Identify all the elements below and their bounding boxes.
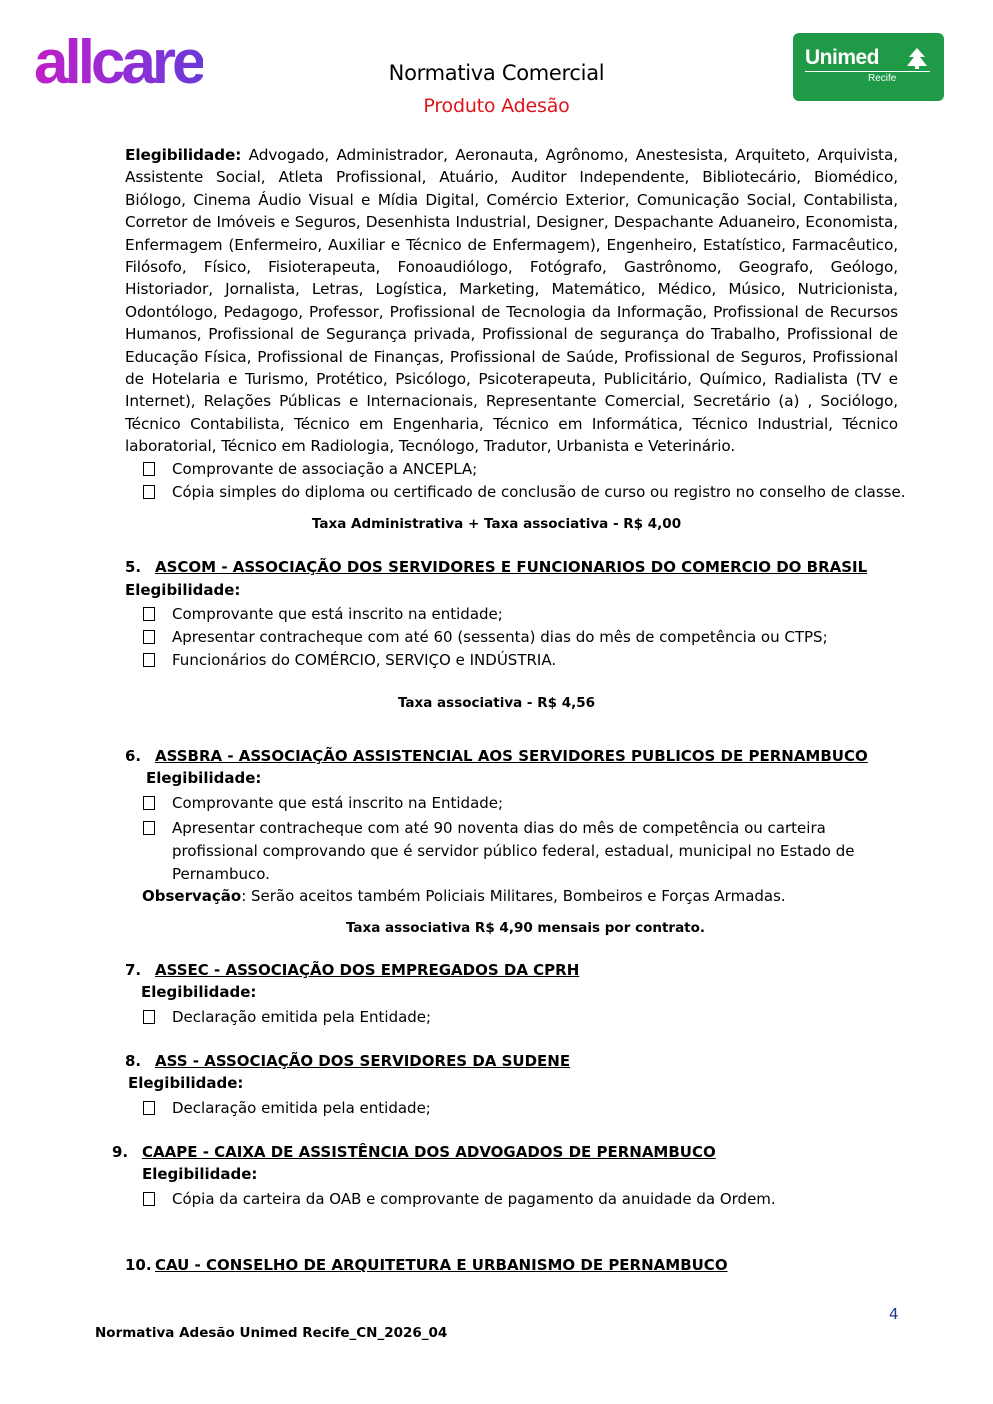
unimed-logo-city: Recife bbox=[868, 73, 897, 84]
missing-glyph-icon bbox=[143, 607, 155, 621]
eligibility-paragraph bbox=[125, 144, 898, 458]
eligibility-label: Elegibilidade: bbox=[128, 1074, 244, 1092]
eligibility-label: Elegibilidade: bbox=[125, 581, 241, 599]
fee-note: Taxa associativa - R$ 4,56 bbox=[397, 695, 596, 711]
missing-glyph-icon bbox=[143, 462, 155, 476]
unimed-logo-divider bbox=[805, 71, 930, 72]
eligibility-professions: Advogado, Administrador, Aeronauta, Agrônomo, Anestesista, Arquiteto, Arquivista, Assistente Social, Atleta Profissional, Atuário, Auditor Independente, Bibliotecário, Biomédico, Biólogo, Cinema Áudio Visual e Mídia Digital, Comércio Exterior, Comunicação Social, Contabilista, Corretor de Imóveis e Seguros, Desenhista Industrial, Designer, Despachante Aduaneiro, Economista, Enfermagem (Enfermeiro, Auxiliar e Técnico de Enfermagem), Engenheiro, Estatístico, Farmacêutico, Filósofo, Físico, Fisioterapeuta, Fonoaudiólogo, Fotógrafo, Gastrônomo, Geografo, Geólogo, Historiador, Jornalista, Letras, Logística, Marketing, Matemático, Médico, Músico, Nutricionista, Odontólogo, Pedagogo, Professor, Profissional de Tecnologia da Informação, Profissional de Recursos Humanos, Profissional de Segurança privada, Profissional de segurança do Trabalho, Profissional de Educação Física, Profissional de Finanças, Profissional de Saúde, Profissional de Seguros, Profissional de Hotelaria e Turismo, Protético, Psicólogo, Psicoterapeuta, Publicitário, Químico, Radialista (TV e Internet), Relações Públicas e Internacionais, Representante Comercial, Secretário (a) , Sociólogo, Técnico Contabilista, Técnico em Engenharia, Técnico em Informática, Técnico Industrial, Técnico laboratorial, Técnico em Radiologia, Tecnólogo, Tradutor, Urbanista e Veterinário. bbox=[125, 146, 898, 456]
missing-glyph-icon bbox=[143, 1101, 155, 1115]
unimed-logo bbox=[793, 33, 944, 101]
page-number: 4 bbox=[889, 1305, 899, 1323]
missing-glyph-icon bbox=[143, 653, 155, 667]
section-heading: 10. CAU - CONSELHO DE ARQUITETURA E URBANISMO DE PERNAMBUCO bbox=[125, 1256, 728, 1274]
section-heading: 7. ASSEC - ASSOCIAÇÃO DOS EMPREGADOS DA CPRH bbox=[125, 961, 580, 979]
missing-glyph-icon bbox=[143, 630, 155, 644]
missing-glyph-icon bbox=[143, 796, 155, 810]
missing-glyph-icon bbox=[143, 821, 155, 835]
fee-note: Taxa associativa R$ 4,90 mensais por contrato. bbox=[345, 920, 706, 936]
observation-note: Observação: Serão aceitos também Policiais Militares, Bombeiros e Forças Armadas. bbox=[142, 887, 786, 905]
eligibility-label: Elegibilidade: bbox=[146, 769, 262, 787]
section-heading: 5. ASCOM - ASSOCIAÇÃO DOS SERVIDORES E FUNCIONARIOS DO COMERCIO DO BRASIL bbox=[125, 558, 868, 576]
section-heading: 6. ASSBRA - ASSOCIAÇÃO ASSISTENCIAL AOS SERVIDORES PUBLICOS DE PERNAMBUCO bbox=[125, 747, 868, 765]
missing-glyph-icon bbox=[143, 1192, 155, 1206]
section-heading: 8. ASS - ASSOCIAÇÃO DOS SERVIDORES DA SUDENE bbox=[125, 1052, 571, 1070]
fee-note: Taxa Administrativa + Taxa associativa - R$ 4,00 bbox=[311, 516, 682, 532]
page-title: Normativa Comercial bbox=[388, 61, 605, 85]
allcare-logo: allcare bbox=[34, 28, 203, 97]
section-heading: 9. CAAPE - CAIXA DE ASSISTÊNCIA DOS ADVOGADOS DE PERNAMBUCO bbox=[112, 1143, 716, 1161]
eligibility-label: Elegibilidade: bbox=[125, 146, 242, 164]
eligibility-label: Elegibilidade: bbox=[141, 983, 257, 1001]
list-item: Apresentar contracheque com até 90 noventa dias do mês de competência ou carteira profissional comprovando que é servidor público federal, estadual, municipal no Estado de Pernambuco. bbox=[143, 817, 863, 886]
missing-glyph-icon bbox=[143, 485, 155, 499]
page-subtitle: Produto Adesão bbox=[423, 95, 570, 117]
footer-doc-id: Normativa Adesão Unimed Recife_CN_2026_04 bbox=[95, 1325, 448, 1341]
eligibility-label: Elegibilidade: bbox=[142, 1165, 258, 1183]
missing-glyph-icon bbox=[143, 1010, 155, 1024]
unimed-logo-name: Unimed bbox=[805, 46, 880, 69]
unimed-tree-icon bbox=[904, 47, 930, 69]
